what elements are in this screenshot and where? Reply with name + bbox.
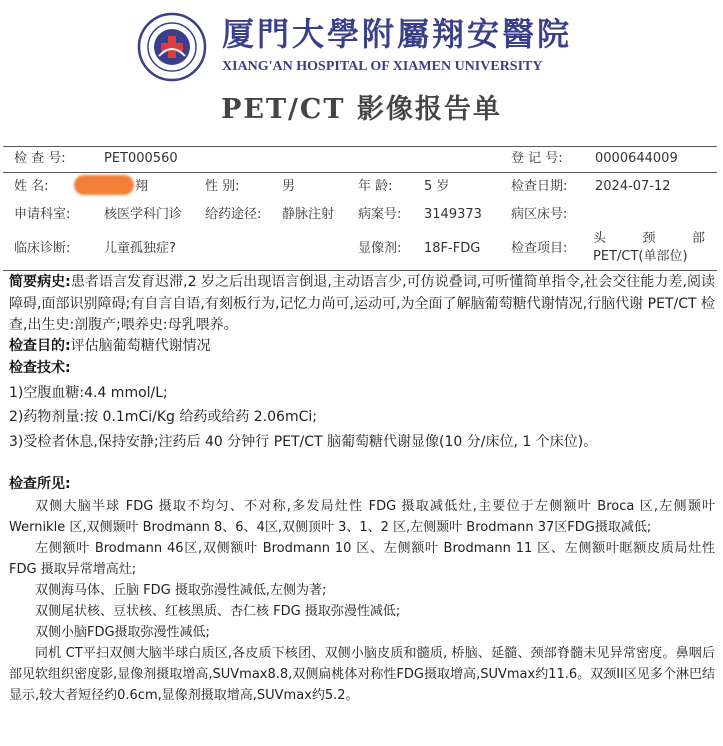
- exam-item-value: [593, 230, 705, 266]
- findings-paragraph: 左侧额叶 Brodmann 46区,双侧额叶 Brodmann 10 区、左侧额叶 Brodmann 11 区、左侧额叶眶额皮质局灶性 FDG 摄取异常增高灶;: [9, 540, 715, 577]
- exam-no-label: 检 查 号:: [14, 151, 66, 166]
- technique-section: [9, 358, 715, 453]
- reg-no-label: 登 记 号:: [511, 151, 563, 166]
- divider: [3, 270, 717, 271]
- findings-paragraph: 双侧尾状核、豆状核、红核黑质、杏仁核 FDG 摄取弥漫性减低;: [35, 603, 401, 619]
- exam-no-value: PET000560: [104, 151, 178, 166]
- sex-value: 男: [282, 179, 296, 194]
- reg-no-value: 0000644009: [595, 151, 678, 166]
- report-title: PET/CT 影像报告单: [221, 94, 502, 125]
- redaction-mark: [74, 175, 134, 195]
- item-label: 检查项目:: [511, 241, 568, 256]
- dept-value: 核医学科门诊: [104, 207, 183, 222]
- technique-item: 3)受检者休息,保持安静;注药后 40 分钟行 PET/CT 脑葡萄糖代谢显像(10 分/床位, 1 个床位)。: [9, 433, 598, 450]
- case-no-value: 3149373: [424, 207, 482, 222]
- bed-label: 病区床号:: [511, 207, 568, 222]
- technique-item: 2)药物剂量:按 0.1mCi/Kg 给药或给药 2.06mCi;: [9, 409, 317, 425]
- findings-section: [9, 474, 715, 706]
- diagnosis-label: 临床诊断:: [14, 241, 71, 256]
- name-value: 翔: [135, 179, 149, 194]
- agent-label: 显像剂:: [358, 241, 402, 256]
- case-no-label: 病案号:: [358, 207, 402, 222]
- route-value: 静脉注射: [282, 207, 335, 222]
- exam-item-word: 头: [593, 231, 607, 246]
- diagnosis-value: 儿童孤独症?: [104, 241, 176, 256]
- technique-label: 检查技术:: [9, 360, 71, 376]
- purpose-label: 检查目的:: [9, 338, 71, 354]
- history-section: [9, 272, 715, 337]
- purpose-section: [9, 336, 715, 358]
- exam-date-label: 检查日期:: [511, 179, 568, 194]
- route-label: 给药途径:: [205, 207, 262, 222]
- age-value: 5 岁: [424, 179, 450, 194]
- exam-item-word: 颈: [642, 231, 656, 246]
- findings-paragraph: 双侧大脑半球 FDG 摄取不均匀、不对称,多发局灶性 FDG 摄取减低灶,主要位于左侧额叶 Broca 区,左侧颞叶 Wernikle 区,双侧颞叶 Brodmann 8、6、4区,双侧顶叶 3、1、2 区,左侧颞叶 Brodmann 37区FDG摄取减低;: [9, 498, 715, 535]
- dept-label: 申请科室:: [14, 207, 71, 222]
- agent-value: 18F-FDG: [424, 241, 481, 256]
- history-label: 简要病史:: [9, 274, 71, 290]
- findings-label: 检查所见:: [9, 476, 71, 492]
- sex-label: 性 别:: [205, 179, 240, 194]
- hospital-logo: [137, 12, 207, 82]
- info-row-3: [0, 202, 723, 228]
- name-label: 姓 名:: [14, 179, 49, 194]
- exam-item-word: 部: [691, 231, 705, 246]
- hospital-name-en: XIANG'AN HOSPITAL OF XIAMEN UNIVERSITY: [222, 59, 543, 74]
- findings-paragraph: 同机 CT平扫双侧大脑半球白质区,各皮质下核团、双侧小脑皮质和髓质, 桥脑、延髓、颈部脊髓未见异常密度。鼻咽后部见软组织密度影,显像剂摄取增高,SUVmax8.8,双侧扁桃体对称性FDG摄取增高,SUVmax约11.6。双颈II区见多个淋巴结显示,较大者短径约0.6cm,显像剂摄取增高,SUVmax约5.2。: [9, 645, 715, 703]
- divider: [3, 172, 717, 173]
- info-row-1: [0, 146, 723, 172]
- history-text: 患者语言发育迟滞,2 岁之后出现语言倒退,主动语言少,可仿说叠词,可听懂简单指令,社会交往能力差,阅读障碍,面部识别障碍;有自言自语,有刻板行为,记忆力尚可,运动可,为全面了解脑葡萄糖代谢情况,行脑代谢 PET/CT 检查,出生史:剖腹产;喂养史:母乳喂养。: [9, 274, 715, 333]
- findings-paragraph: 双侧小脑FDG摄取弥漫性减低;: [35, 624, 210, 640]
- purpose-text: 评估脑葡萄糖代谢情况: [70, 338, 211, 354]
- findings-paragraph: 双侧海马体、丘脑 FDG 摄取弥漫性减低,左侧为著;: [35, 582, 327, 598]
- technique-item: 1)空腹血糖:4.4 mmol/L;: [9, 384, 168, 401]
- exam-item-line2: PET/CT(单部位): [593, 249, 688, 264]
- age-label: 年 龄:: [358, 179, 393, 194]
- hospital-name-cn: 厦門大學附屬翔安醫院: [222, 15, 573, 53]
- exam-date-value: 2024-07-12: [595, 179, 671, 194]
